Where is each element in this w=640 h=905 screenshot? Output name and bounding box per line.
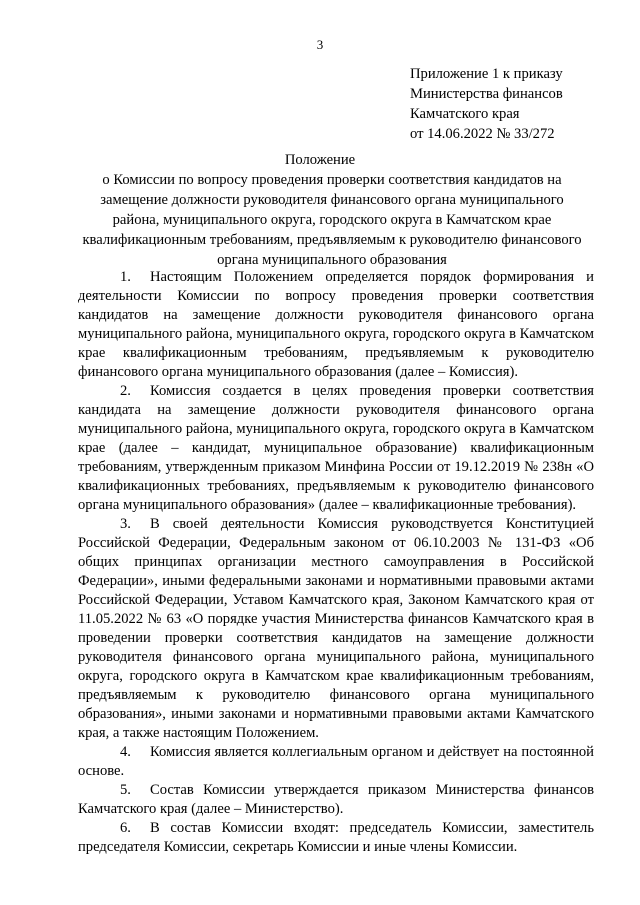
paragraph-item [78, 781, 594, 819]
paragraph-item [78, 382, 594, 515]
page-number: 3 [316, 37, 324, 52]
item-text: Состав Комиссии утверждается приказом Министерства финансов Камчатского края (далее – Министерство). [78, 782, 594, 817]
item-number: 4. [120, 744, 131, 760]
item-number: 2. [120, 383, 131, 399]
paragraph-item [78, 515, 594, 743]
appendix-block [410, 64, 630, 144]
appendix-line: Министерства финансов [410, 86, 563, 102]
item-text: В своей деятельности Комиссия руководствуется Конституцией Российской Федерации, Федеральным законом от 06.10.2003 № 131-ФЗ «Об общих принципах организации местного самоуправления в Российской Федерации», иными федеральными законами и нормативными правовыми актами Российской Федерации, Уставом Камчатского края, Законом Камчатского края от 11.05.2022 № 63 «О порядке участия Министерства финансов Камчатского края в проведении проверки соответствия кандидатов на замещение должности руководителя финансового органа муниципального района, муниципального округа, городского округа в Камчатском крае квалификационным требованиям, предъявляемым к руководителю финансового органа муниципального образования», иными законами и нормативными правовыми актами Камчатского края, а также настоящим Положением. [78, 516, 594, 741]
item-number: 6. [120, 820, 131, 836]
appendix-line: от 14.06.2022 № 33/272 [410, 126, 555, 142]
paragraph-item [78, 743, 594, 781]
document-title: Положение [284, 152, 356, 168]
item-text: Комиссия создается в целях проведения проверки соответствия кандидата на замещение должности руководителя финансового органа муниципального района, муниципального округа, городского округа в Камчатском крае (далее – кандидат, муниципальное образование) квалификационным требованиям, утвержденным приказом Минфина России от 19.12.2019 № 238н «О квалификационных требованиях, предъявляемым к руководителю финансового органа муниципального образования» (далее – квалификационные требования). [78, 383, 594, 513]
appendix-line: Приложение 1 к приказу [410, 66, 563, 82]
item-number: 1. [120, 269, 131, 285]
paragraph-item [78, 268, 594, 382]
item-text: Настоящим Положением определяется порядок формирования и деятельности Комиссии по вопросу проведения проверки соответствия кандидатов на замещение должности руководителя финансового органа муниципального района, муниципального округа, городского округа в Камчатском крае квалификационным требованиям, предъявляемым к руководителю финансового органа муниципального образования (далее – Комиссия). [78, 269, 594, 380]
document-subtitle: о Комиссии по вопросу проведения проверки соответствия кандидатов на замещение должности руководителя финансового органа муниципального района, муниципального округа, городского округа в Камчатском крае квалификационным требованиям, предъявляемым к руководителю финансового органа муниципального образования [82, 172, 582, 268]
item-text: В состав Комиссии входят: председатель Комиссии, заместитель председателя Комиссии, секретарь Комиссии и иные члены Комиссии. [78, 820, 594, 855]
item-number: 3. [120, 516, 131, 532]
appendix-line: Камчатского края [410, 106, 520, 122]
paragraph-item [78, 819, 594, 857]
item-number: 5. [120, 782, 131, 798]
document-body [78, 268, 594, 857]
item-text: Комиссия является коллегиальным органом и действует на постоянной основе. [78, 744, 594, 779]
